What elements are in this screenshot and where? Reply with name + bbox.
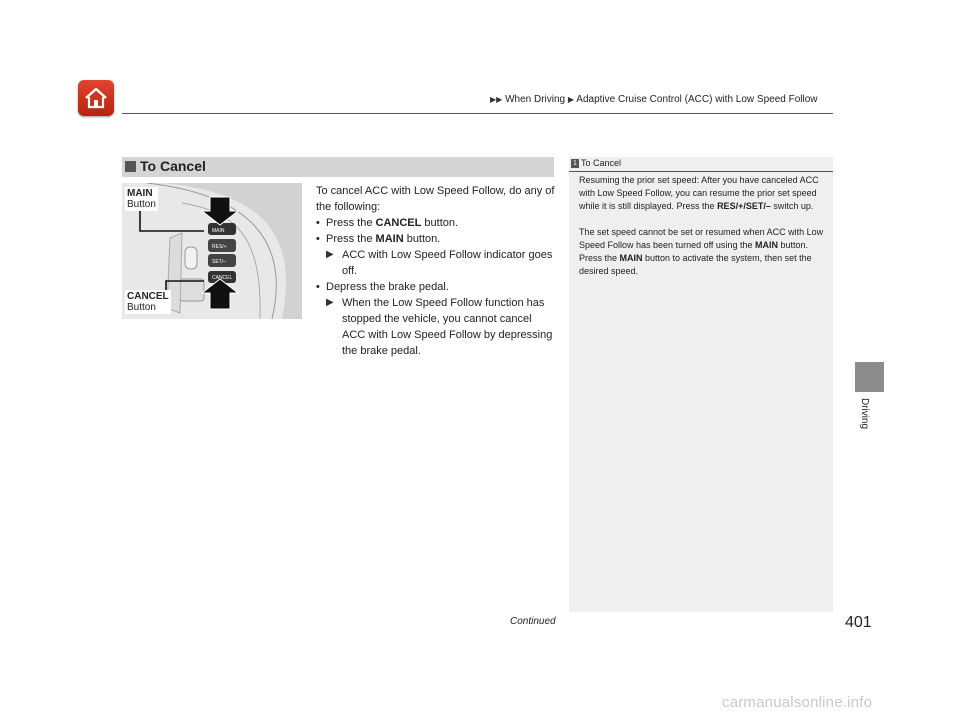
- main-key: MAIN: [619, 253, 643, 263]
- note-panel: [569, 157, 833, 612]
- home-button[interactable]: [78, 80, 114, 116]
- cancel-methods-list: [316, 215, 556, 359]
- switch-cancel-label: CANCEL: [212, 275, 233, 281]
- breadcrumb-item-acc[interactable]: Adaptive Cruise Control (ACC) with Low Speed Follow: [576, 94, 818, 105]
- text: switch up.: [770, 201, 814, 211]
- arrow-up-icon: [202, 279, 238, 309]
- chapter-label-text: Driving: [859, 397, 871, 430]
- chapter-tab[interactable]: [855, 362, 884, 392]
- text: button to activate the system, then set the desired speed.: [579, 253, 812, 276]
- main-key: MAIN: [754, 240, 778, 250]
- breadcrumb-arrow-icon: ▶▶: [490, 95, 503, 104]
- text: Press the: [326, 217, 376, 229]
- section-header: [122, 157, 554, 177]
- switch-set-label: SET/–: [212, 259, 226, 265]
- text: The set speed cannot be set or resumed when ACC with Low Speed Follow has been turned off using the: [579, 227, 824, 250]
- cancel-callout-sub: Button: [127, 302, 156, 313]
- list-subitem: [316, 295, 556, 359]
- text: Press the: [326, 233, 376, 245]
- text: button.: [403, 233, 441, 245]
- res-set-key: RES/+/SET/–: [717, 201, 771, 211]
- continued-label: Continued: [510, 616, 556, 627]
- list-item: [316, 215, 556, 231]
- main-key: MAIN: [375, 233, 404, 245]
- intro-text: To cancel ACC with Low Speed Follow, do any of the following:: [316, 185, 555, 213]
- switch-panel: [208, 223, 236, 283]
- list-item: [316, 231, 556, 247]
- list-subitem: [316, 247, 556, 279]
- section-square-icon: [125, 161, 136, 172]
- cancel-key: CANCEL: [375, 217, 422, 229]
- breadcrumb-item-when-driving[interactable]: When Driving: [505, 94, 566, 105]
- text: button.: [421, 217, 459, 229]
- watermark: carmanualsonline.info: [722, 694, 873, 711]
- text: button. Press the: [579, 240, 808, 263]
- arrow-down-icon: [202, 197, 238, 225]
- note-paragraph: [579, 174, 829, 213]
- breadcrumb-arrow-icon: ▶: [567, 95, 575, 104]
- note-body: [579, 174, 829, 291]
- main-callout-title: MAIN: [127, 188, 153, 199]
- result-arrow-icon: ▶: [326, 249, 334, 260]
- page-number: 401: [845, 614, 872, 631]
- main-button-callout: [125, 187, 158, 211]
- note-title: To Cancel: [581, 158, 622, 168]
- breadcrumb: [490, 94, 818, 105]
- note-header: [569, 157, 833, 172]
- switch-main-label: MAIN: [212, 228, 225, 234]
- text: Resuming the prior set speed: After you have canceled ACC with Low Speed Follow, you can resume the prior set speed while it is still displayed. Press the: [579, 175, 819, 211]
- note-number-badge: 1: [571, 159, 579, 168]
- bullet-icon: •: [316, 281, 320, 293]
- switch-res-label: RES/+: [212, 244, 227, 250]
- home-icon: [83, 85, 109, 111]
- result-arrow-icon: ▶: [326, 297, 334, 308]
- main-callout-sub: Button: [127, 199, 156, 210]
- chapter-label: [857, 396, 879, 436]
- text: When the Low Speed Follow function has stopped the vehicle, you cannot cancel ACC with Low Speed Follow by depressing the brake pedal.: [342, 297, 553, 357]
- bullet-icon: •: [316, 233, 320, 245]
- note-paragraph: [579, 226, 829, 278]
- instructions: [316, 183, 556, 359]
- bullet-icon: •: [316, 217, 320, 229]
- list-item: [316, 279, 556, 295]
- header-divider: [122, 113, 833, 114]
- text: Depress the brake pedal.: [326, 281, 449, 293]
- section-title: To Cancel: [140, 158, 206, 174]
- steering-switch-illustration: [122, 183, 302, 319]
- text: ACC with Low Speed Follow indicator goes off.: [342, 249, 553, 277]
- cancel-callout-title: CANCEL: [127, 291, 169, 302]
- cancel-button-callout: [125, 290, 171, 314]
